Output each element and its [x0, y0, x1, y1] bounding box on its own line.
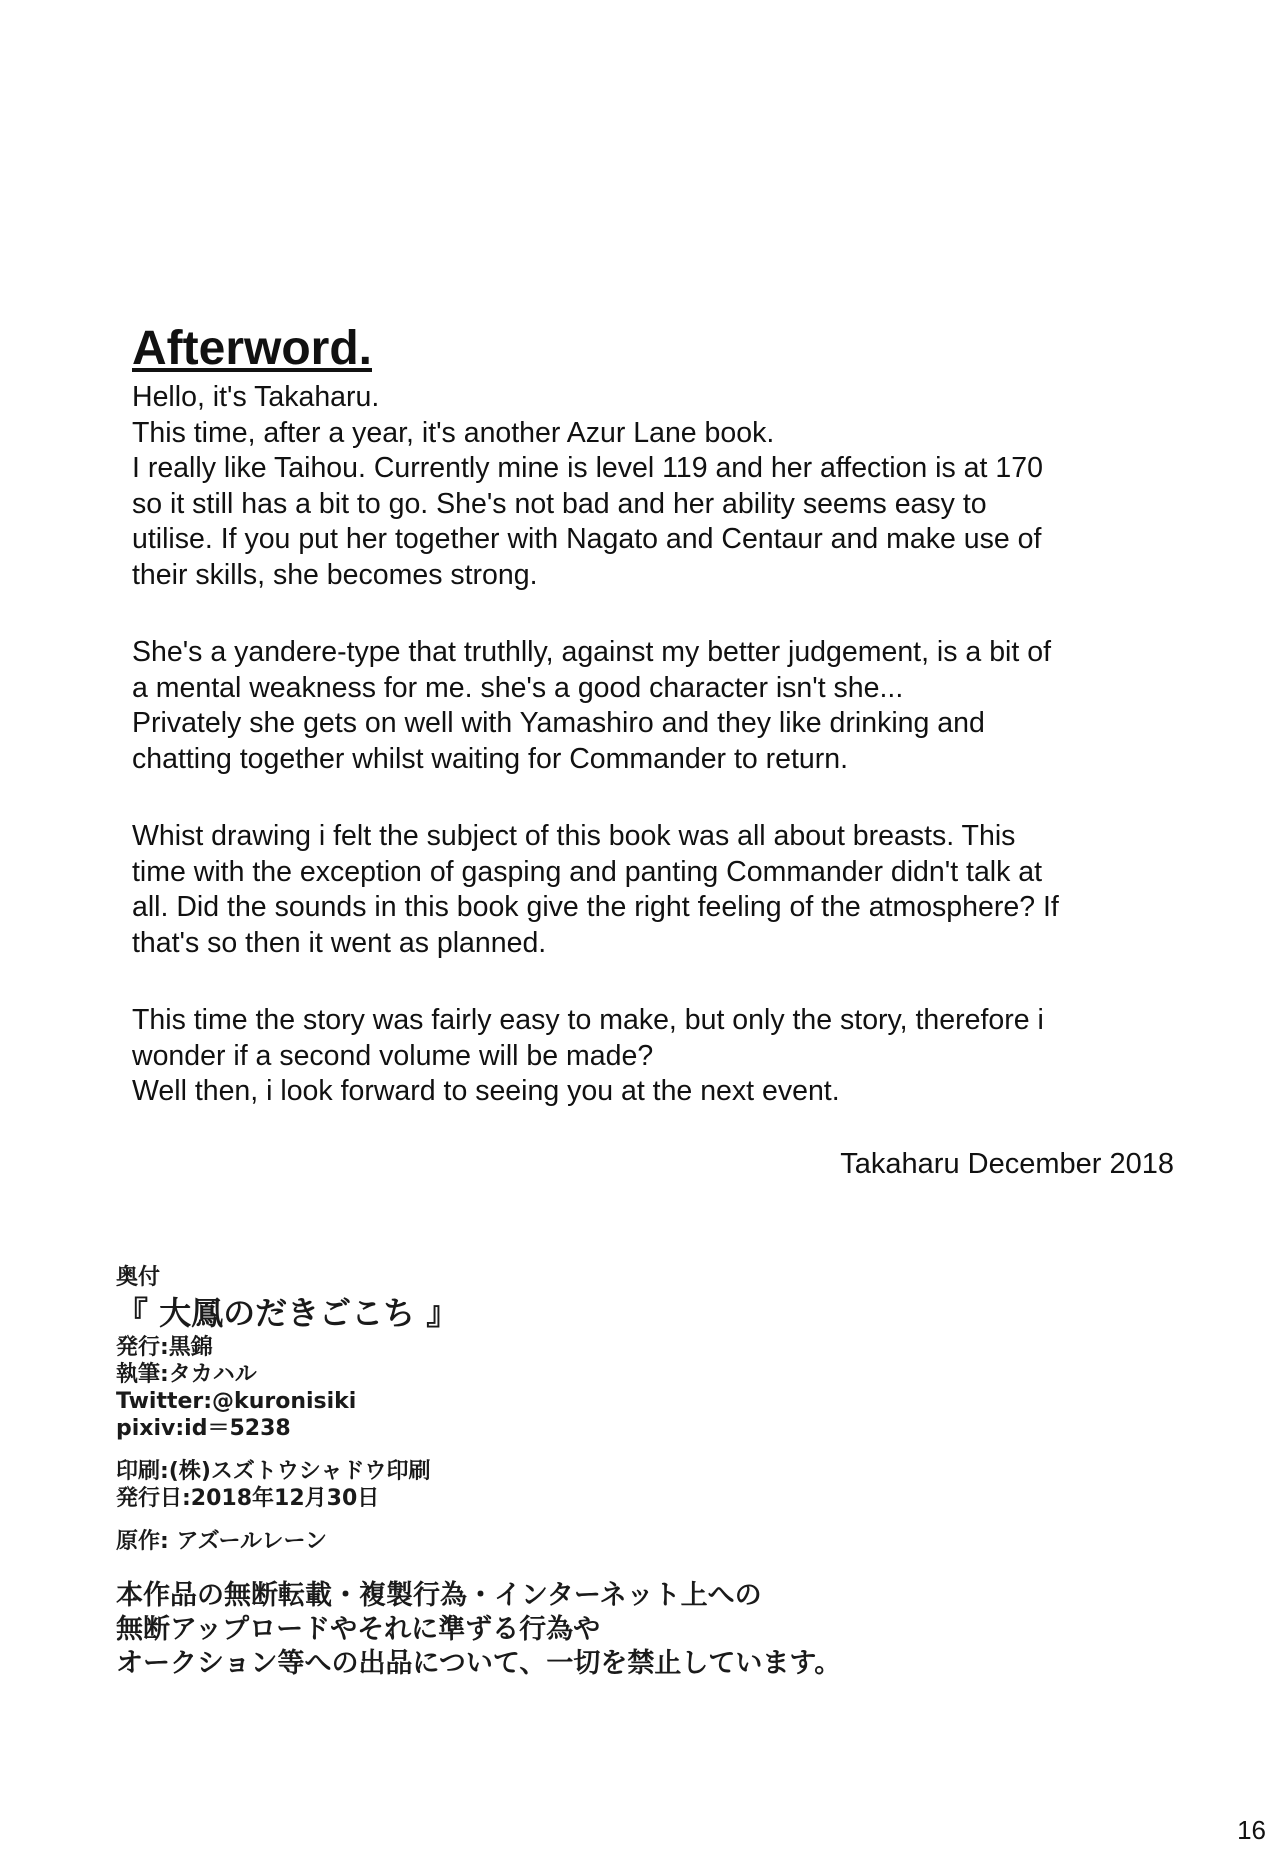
colophon: [116, 1264, 1016, 1681]
book-title: 『 大鳳のだきごこち 』: [116, 1294, 459, 1332]
text-line: a mental weakness for me. she's a good character isn't she...: [132, 671, 904, 704]
notice-line: 無断アップロードやそれに準ずる行為や: [116, 1614, 601, 1645]
text-line: Privately she gets on well with Yamashiro and they like drinking and: [132, 707, 985, 739]
pixiv-id: pixiv:id＝5238: [116, 1416, 291, 1441]
afterword-paragraph-1: [132, 380, 1192, 593]
text-line: This time, after a year, it's another Azur Lane book.: [132, 416, 775, 449]
copyright-notice: [116, 1579, 1016, 1681]
text-line: I really like Taihou. Currently mine is level 119 and her affection is at 170: [132, 452, 1043, 484]
notice-line: 本作品の無断転載・複製行為・インターネット上への: [116, 1580, 762, 1611]
author: 執筆:タカハル: [116, 1362, 257, 1387]
text-line: wonder if a second volume will be made?: [132, 1039, 654, 1072]
text-line: Hello, it's Takaharu.: [132, 381, 380, 413]
afterword-title: Afterword.: [132, 322, 372, 375]
text-line: Whist drawing i felt the subject of this book was all about breasts. This: [132, 820, 1016, 852]
afterword-signature: Takaharu December 2018: [840, 1148, 1174, 1180]
text-line: chatting together whilst waiting for Commander to return.: [132, 742, 849, 775]
printer: 印刷:(株)スズトウシャドウ印刷: [116, 1459, 431, 1484]
original-work: 原作: アズールレーン: [116, 1529, 328, 1554]
colophon-heading: 奥付: [116, 1265, 161, 1290]
text-line: This time the story was fairly easy to make, but only the story, therefore i: [132, 1004, 1044, 1036]
text-line: their skills, she becomes strong.: [132, 558, 538, 591]
text-line: that's so then it went as planned.: [132, 926, 547, 959]
text-line: utilise. If you put her together with Nagato and Centaur and make use of: [132, 523, 1042, 555]
afterword-paragraph-4: [132, 1003, 1192, 1110]
text-line: so it still has a bit to go. She's not bad and her ability seems easy to: [132, 487, 987, 520]
print-info: [116, 1458, 1016, 1512]
text-line: all. Did the sounds in this book give the right feeling of the atmosphere? If: [132, 891, 1059, 923]
original-work-info: [116, 1528, 1016, 1555]
page-number: 16: [1237, 1815, 1266, 1845]
publisher: 発行:黒錦: [116, 1335, 213, 1360]
afterword-section: [132, 320, 1192, 1110]
text-line: Well then, i look forward to seeing you at the next event.: [132, 1075, 840, 1107]
release-date: 発行日:2018年12月30日: [116, 1486, 380, 1511]
afterword-paragraph-2: [132, 635, 1192, 777]
afterword-paragraph-3: [132, 819, 1192, 961]
twitter-handle: Twitter:@kuronisiki: [116, 1389, 357, 1414]
text-line: time with the exception of gasping and panting Commander didn't talk at: [132, 855, 1043, 888]
text-line: She's a yandere-type that truthlly, against my better judgement, is a bit of: [132, 636, 1051, 668]
notice-line: オークション等への出品について、一切を禁止しています。: [116, 1648, 842, 1679]
